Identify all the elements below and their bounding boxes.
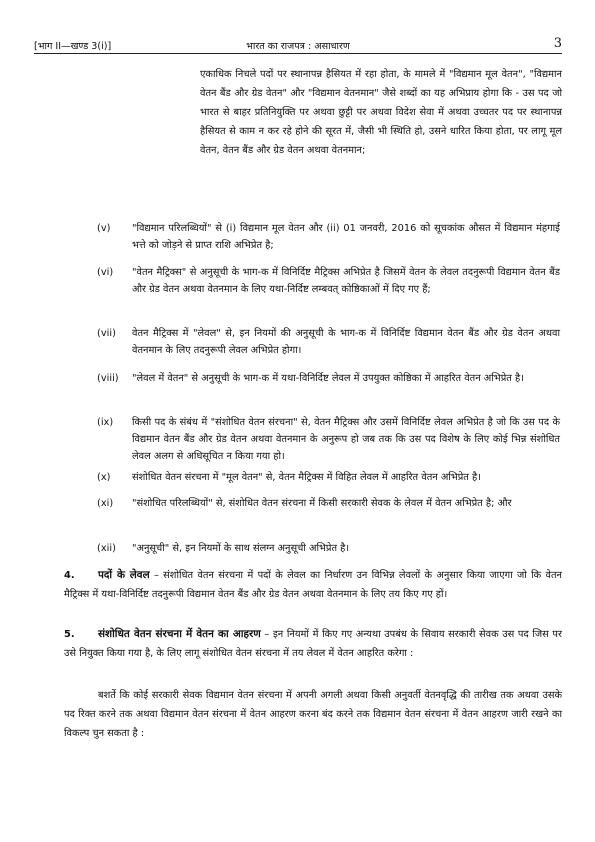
definition-number: (xi): [97, 498, 114, 509]
definition-number: (xii): [97, 543, 116, 554]
definition-text: "संशोधित परिलब्धियों" से, संशोधित वेतन संरचना में किसी सरकारी सेवक के लेवल में वेतन अभिप्रेत है; और: [132, 498, 512, 509]
definition-text: संशोधित वेतन संरचना में "मूल वेतन" से, वेतन मैट्रिक्स में विहित लेवल में आहरित वेतन अभिप्रेत है।: [132, 472, 481, 483]
header-gazette-title: भारत का राजपत्र : असाधारण: [246, 41, 350, 52]
definition-number: (ix): [97, 417, 114, 428]
page-number: 3: [553, 36, 562, 51]
section-5: [64, 625, 562, 663]
definition-number: (vii): [97, 328, 116, 339]
definition-text: "वेतन मैट्रिक्स" से अनुसूची के भाग-क में विनिर्दिष्ट मैट्रिक्स अभिप्रेत है जिसमें वेतन के लेवल तदनुरूपी विद्यमान वेतन बैंड और ग्रेड वेतन अथवा वेतनमान के लिए यथा-निर्दिष्ट लम्बवत् कोष्ठिकाओं में दिए गए हैं;: [132, 267, 560, 295]
definition-text: "लेवल में वेतन" से अनुसूची के भाग-क में यथा-विनिर्दिष्ट लेवल में उपयुक्त कोष्ठिका में आहरित वेतन अभिप्रेत है।: [132, 373, 524, 384]
section-4: [64, 566, 562, 604]
section-5-proviso: बशर्ते कि कोई सरकारी सेवक विद्यमान वेतन संरचना में अपनी अगली अथवा किसी अनुवर्ती वेतनवृद्धि की तारीख तक अथवा उसके पद रिक्त करने तक अथवा विद्यमान वेतन संरचना में वेतन आहरण करना बंद करने तक विद्यमान वेतन संरचना में वेतन आहरण जारी रखने का विकल्प चुन सकता है :: [64, 690, 562, 739]
definition-number: (x): [97, 472, 111, 483]
definition-number: (viii): [97, 373, 119, 384]
continuation-paragraph: एकाधिक निचले पदों पर स्थानापन्न हैसियत में रहा होता, के मामले में "विद्यमान मूल वेतन", "विद्यमान वेतन बैंड और ग्रेड वेतन" और "विद्यमान वेतनमान" जैसे शब्दों का यह अभिप्राय होगा कि - उस पद जो भारत से बाहर प्रतिनियुक्ति पर अथवा छुट्टी पर अथवा विदेश सेवा में अथवा उच्चतर पद पर स्थानापन्न हैसियत से काम न कर रहे होने की सूरत में, जैसी भी स्थिति हो, उसने धारित किया होता, पर लागू मूल वेतन, वेतन बैंड और ग्रेड वेतन अथवा वेतनमान;: [200, 69, 562, 156]
section-4-number: 4.: [64, 570, 75, 581]
definition-number: (vi): [97, 267, 114, 278]
definition-number: (v): [97, 223, 111, 234]
section-5-text: – इन नियमों में किए गए अन्यथा उपबंध के सिवाय सरकारी सेवक उस पद जिस पर उसे नियुक्त किया गया है, के लिए लागू संशोधित वेतन संरचना में तय लेवल में वेतन आहरित करेगा :: [64, 629, 562, 659]
header-part-section: [भाग II—खण्ड 3(i)]: [34, 41, 112, 52]
definition-text: वेतन मैट्रिक्स में "लेवल" से, इन नियमों की अनुसूची के भाग-क में विनिर्दिष्ट विद्यमान वेतन बैंड और ग्रेड वेतन अथवा वेतनमान के लिए तदनुरूपी लेवल अभिप्रेत होगा।: [132, 328, 560, 356]
section-4-title: पदों के लेवल: [98, 569, 150, 581]
definition-text: "विद्यमान परिलब्धियों" से (i) विद्यमान मूल वेतन और (ii) 01 जनवरी, 2016 को सूचकांक औसत में विद्यमान मंहगाई भत्ते को जोड़ने से प्राप्त राशि अभिप्रेत है;: [132, 223, 560, 251]
section-5-title: संशोधित वेतन संरचना में वेतन का आहरण: [98, 628, 261, 640]
header-rule: [34, 53, 562, 54]
section-5-number: 5.: [64, 629, 75, 640]
definition-text: किसी पद के संबंध में "संशोधित वेतन संरचना" से, वेतन मैट्रिक्स और उसमें विनिर्दिष्ट लेवल अभिप्रेत है जो कि उस पद के विद्यमान वेतन बैंड और ग्रेड वेतन अथवा वेतनमान के अनुरूप हो जब तक कि उस पद विशेष के लिए कोई भिन्न संशोधित लेवल अलग से अधिसूचित न किया गया हो।: [132, 417, 560, 462]
section-4-text: – संशोधित वेतन संरचना में पदों के लेवल का निर्धारण उन विभिन्न लेवलों के अनुसार किया जाएगा जो कि वेतन मैट्रिक्स में यथा-विनिर्दिष्ट तदनुरूपी विद्यमान वेतन बैंड और ग्रेड वेतन अथवा वेतनमान के लिए तय किए गए हों।: [64, 570, 562, 600]
definition-text: "अनुसूची" से, इन नियमों के साथ संलग्न अनुसूची अभिप्रेत है।: [132, 543, 350, 554]
page-header: [34, 38, 562, 52]
